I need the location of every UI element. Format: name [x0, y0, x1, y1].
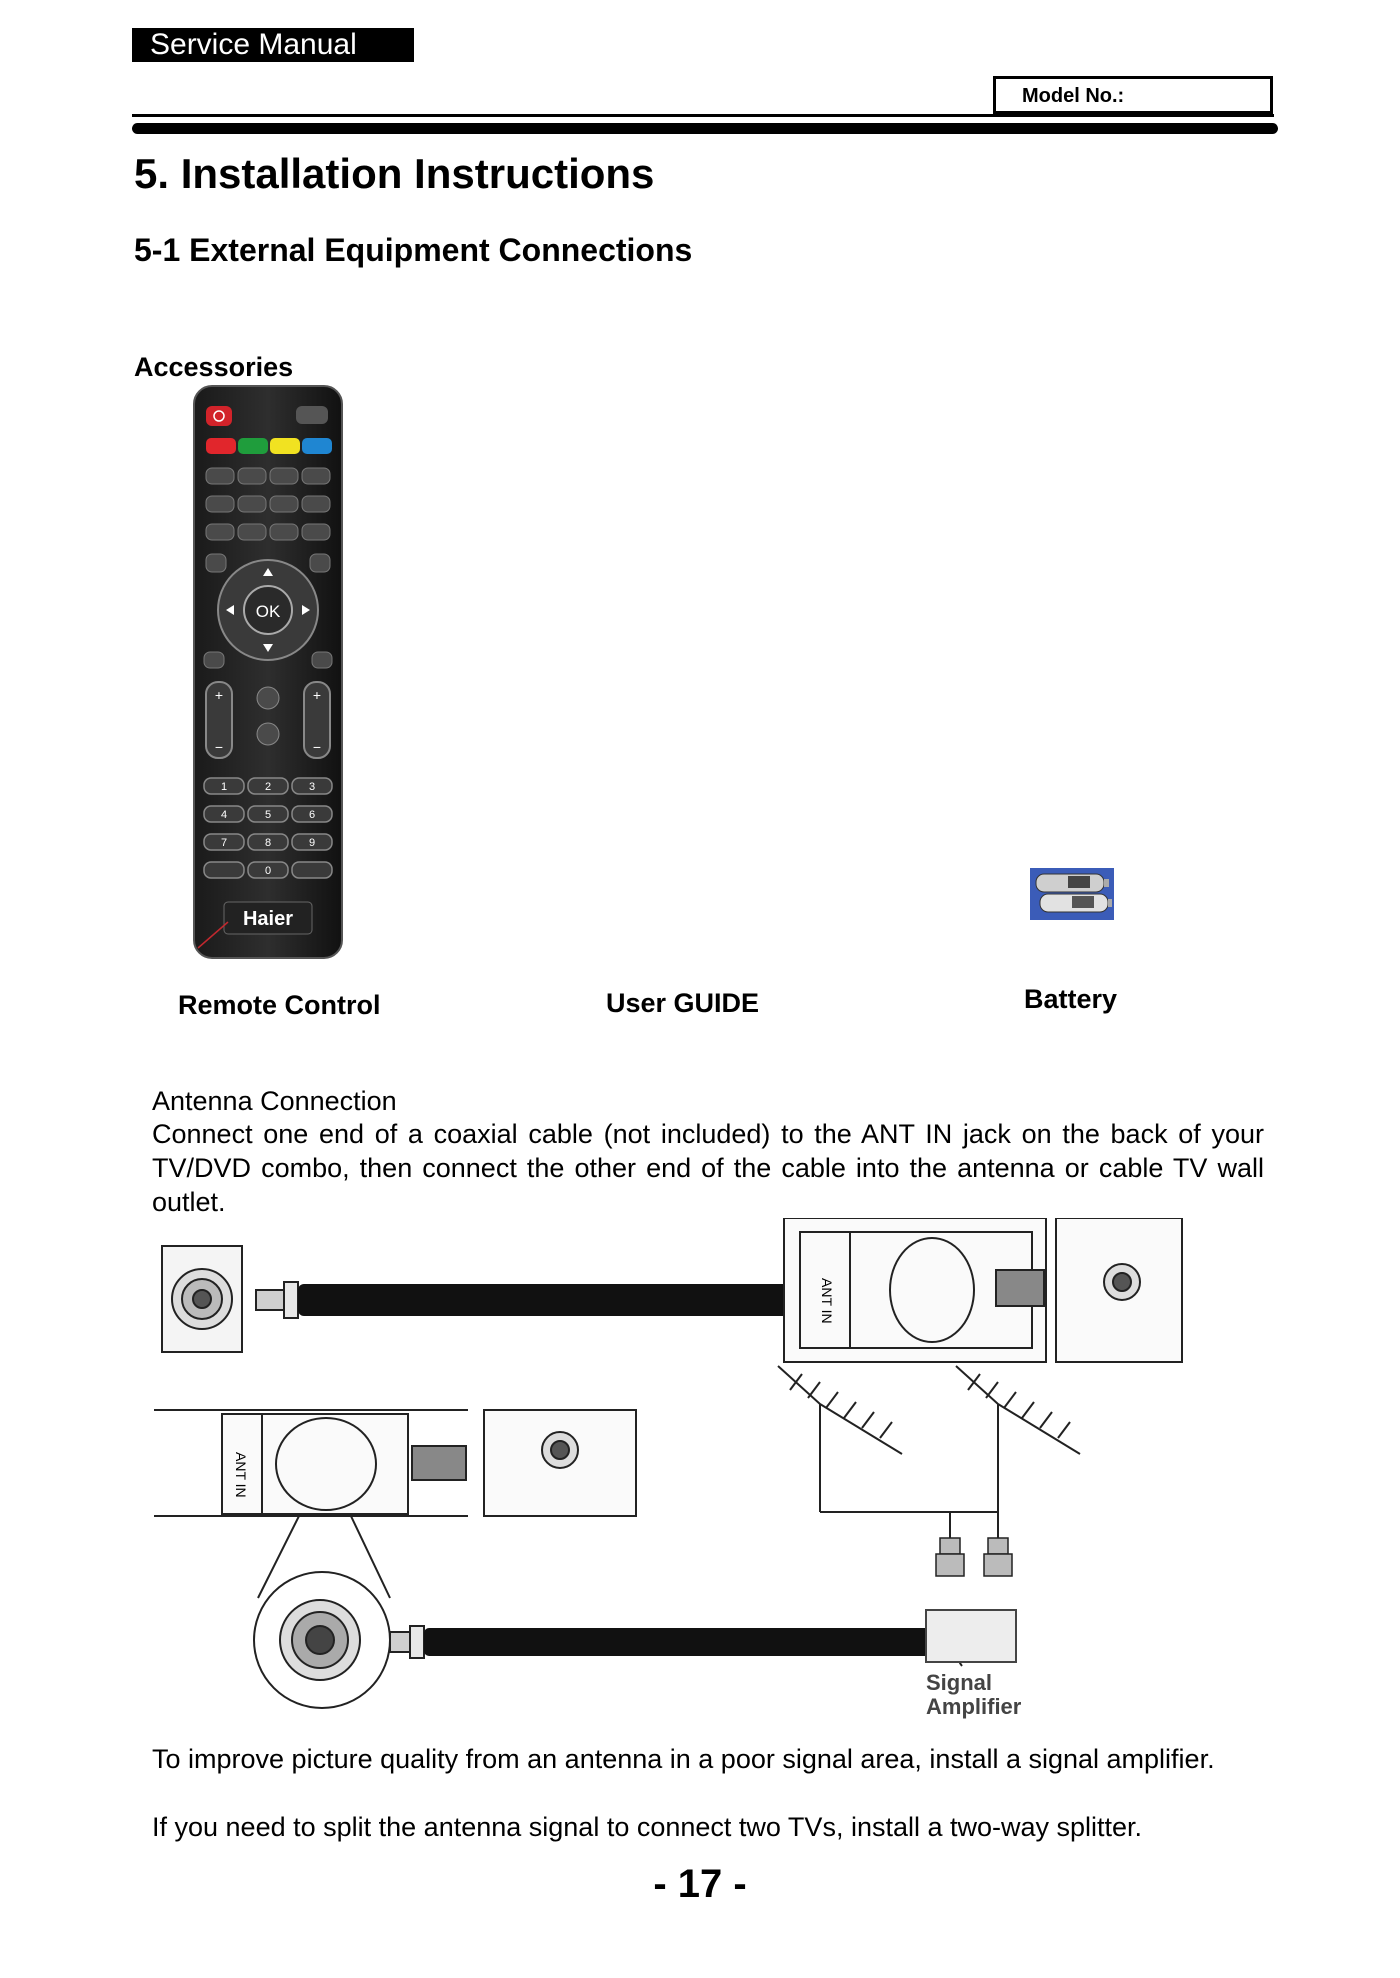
remote-key-2: 2: [264, 781, 272, 793]
signal-amplifier-label-1: Signal: [926, 1670, 993, 1695]
model-number-label: Model No.:: [1022, 85, 1125, 107]
remote-key-4: 4: [220, 809, 228, 821]
splitter-paragraph: If you need to split the antenna signal to connect two TVs, install a two-way splitter.: [152, 1812, 1143, 1842]
antenna-heading: Antenna Connection: [152, 1086, 397, 1116]
signal-amplifier-box: [926, 1610, 1016, 1662]
svg-text:+: +: [214, 687, 224, 703]
amplifier-paragraph: To improve picture quality from an antenna in a poor signal area, install a signal amplifier.: [152, 1744, 1215, 1774]
remote-key-5: 5: [264, 809, 272, 821]
model-number-box: [993, 76, 1273, 114]
antenna-icons: [778, 1366, 1080, 1538]
antenna-paragraph: Connect one end of a coaxial cable (not included) to the ANT IN jack on the back of your TV/DVD combo, then connect the other end of the cable into the antenna or cable TV wall outlet.: [152, 1119, 1264, 1217]
svg-text:+: +: [312, 687, 322, 703]
section-title: 5-1 External Equipment Connections: [134, 232, 693, 268]
remote-control-caption: Remote Control: [178, 990, 381, 1020]
battery-illustration: [1030, 868, 1114, 920]
remote-brand-label: Haier: [242, 908, 294, 930]
page-title: 5. Installation Instructions: [134, 150, 655, 197]
header-rule-thin: [132, 114, 1274, 117]
header-rule-thick: [132, 123, 1278, 134]
signal-amplifier-label-2: Amplifier: [926, 1694, 1022, 1719]
svg-text:−: −: [214, 739, 224, 755]
remote-ok-label: OK: [255, 602, 281, 621]
remote-key-9: 9: [308, 837, 316, 849]
remote-control-illustration: [188, 382, 348, 964]
page-number: - 17 -: [653, 1862, 747, 1906]
remote-key-6: 6: [308, 809, 316, 821]
user-guide-caption: User GUIDE: [606, 988, 760, 1018]
accessories-heading: Accessories: [134, 352, 294, 382]
remote-key-1: 1: [220, 781, 228, 793]
header-tab: [132, 28, 414, 62]
svg-text:−: −: [312, 739, 322, 755]
remote-key-3: 3: [308, 781, 316, 793]
battery-caption: Battery: [1024, 984, 1118, 1014]
coax-cable-bottom: [390, 1622, 990, 1666]
ant-in-label-bottom: ANT IN: [233, 1452, 249, 1498]
antenna-connection-diagram: [150, 1218, 1190, 1734]
remote-key-7: 7: [220, 837, 228, 849]
header-tab-label: Service Manual: [150, 28, 357, 61]
remote-key-0: 0: [264, 865, 272, 877]
remote-key-8: 8: [264, 837, 272, 849]
ant-in-label-top: ANT IN: [819, 1278, 835, 1324]
